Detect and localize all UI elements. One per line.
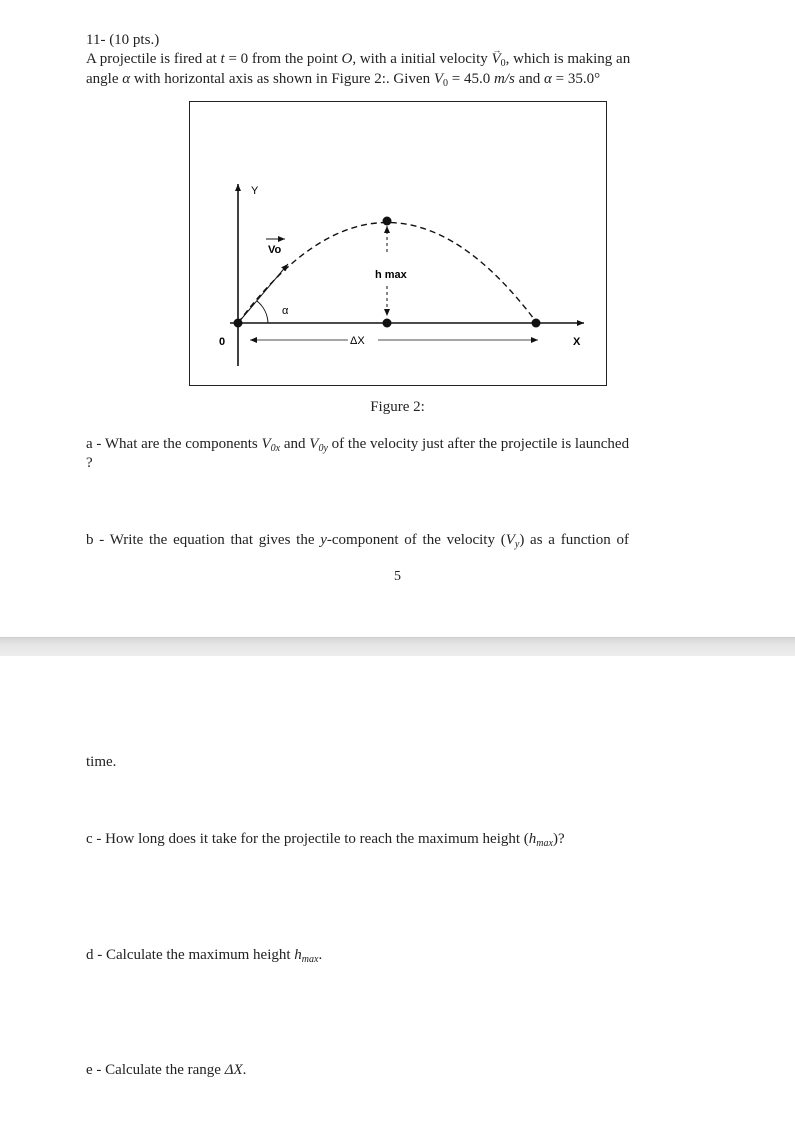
problem-intro-line: A projectile is fired at t = 0 from the point O, with a initial velocity → $V_0$, which is making an — [86, 49, 630, 74]
question-b: b - Write the equation that gives the y-component of the velocity $(V_y)$ as a function of — [86, 532, 629, 550]
landing-point — [532, 319, 541, 328]
figure-caption: Figure 2: — [370, 399, 425, 415]
origin-label: 0 — [219, 336, 226, 348]
hmax-label: h max — [375, 269, 407, 281]
v0-vector-symbol: → V — [491, 49, 500, 69]
question-a: a - What are the components $V_{0x}$ and $V_{0y}$ of the velocity just after the projectile is launched — [86, 436, 630, 454]
projectile-diagram — [190, 102, 606, 385]
page-break-divider — [0, 637, 795, 656]
problem-given-line: angle α with horizontal axis as shown in Figure 2:. Given $V_0 = 45.0$ m/s and α = 35.0° — [86, 71, 601, 89]
x-axis-label: X — [573, 336, 581, 348]
problem-header: 11- (10 pts.) — [86, 32, 160, 48]
question-a-end: ? — [86, 455, 93, 471]
page-number: 5 — [394, 569, 401, 584]
y-axis-label: Y — [251, 185, 259, 197]
origin-point — [234, 319, 243, 328]
alpha-arc — [257, 301, 268, 323]
v0-arrow — [238, 264, 288, 323]
question-c: c - How long does it take for the projectile to reach the maximum height $(h_{max})$? — [86, 831, 565, 849]
delta-x-label: ΔX — [350, 335, 365, 347]
question-d: d - Calculate the maximum height $h_{max}$. — [86, 947, 323, 965]
apex-point — [383, 217, 392, 226]
alpha-label: α — [282, 305, 289, 317]
question-b-continued: time. — [86, 754, 117, 770]
below-apex-point — [383, 319, 392, 328]
vo-label: Vo — [268, 244, 282, 256]
question-e: e - Calculate the range ΔX. — [86, 1062, 247, 1078]
projectile-figure — [189, 101, 607, 386]
